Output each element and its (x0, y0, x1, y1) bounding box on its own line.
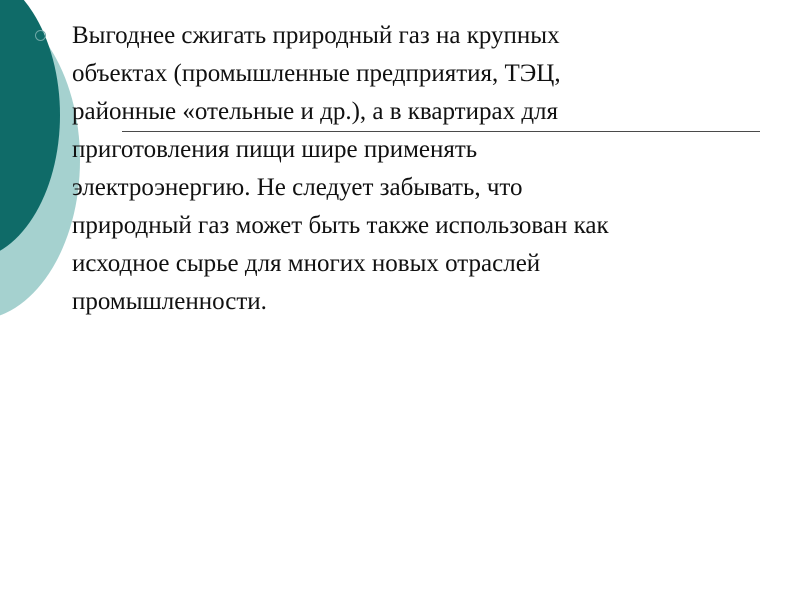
paragraph-line: исходное сырье для многих новых отраслей (72, 250, 541, 277)
paragraph-line: районные «отельные и др.), а в квартирах для (72, 98, 559, 125)
paragraph-line: объектах (промышленные предприятия, ТЭЦ, (72, 60, 561, 87)
paragraph-line: приготовления пищи шире применять (72, 136, 478, 163)
paragraph-line: Выгоднее сжигать природный газ на крупных (72, 22, 560, 49)
paragraph-line: природный газ может быть также использован как (72, 212, 609, 239)
bullet-paragraph (72, 17, 772, 321)
hollow-circle-bullet-icon (35, 30, 46, 41)
paragraph-line: электроэнергию. Не следует забывать, что (72, 174, 523, 201)
paragraph-line: промышленности. (72, 288, 267, 315)
